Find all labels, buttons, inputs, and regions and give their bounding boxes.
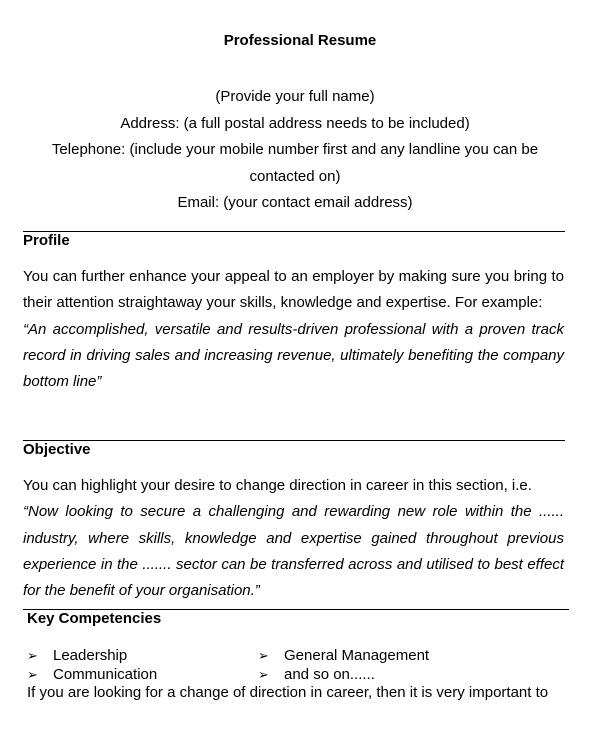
profile-paragraph [23,264,564,395]
competency-item [258,665,375,684]
contact-telephone: Telephone: (include your mobile number first and any landline you can be [51,141,539,158]
objective-rule [23,440,565,441]
contact-address: Address: (a full postal address needs to be included) [120,114,470,132]
contact-telephone-cont: contacted on) [249,167,341,185]
objective-quote: “Now looking to secure a challenging and rewarding new role within the ...... industry, where skills, knowledge and expertise gained throughout previous experience in the ....... sector can be transferred across and utilised to best effect for the benefit of your organisation.” [23,503,564,600]
arrow-bullet-icon: ➢ [258,667,269,682]
competency-label: Leadership [53,647,128,664]
competency-label: and so on...... [284,666,375,683]
profile-heading: Profile [23,232,70,249]
arrow-bullet-icon: ➢ [27,667,38,682]
competency-item [27,646,127,665]
arrow-bullet-icon: ➢ [258,648,269,663]
competency-label: Communication [53,666,158,683]
contact-email: Email: (your contact email address) [177,194,413,211]
contact-block [30,84,560,217]
profile-quote: “An accomplished, versatile and results-driven professional with a proven track record in driving sales and increasing revenue, ultimately benefiting the company bottom line” [23,320,564,391]
objective-paragraph [23,473,564,604]
profile-rule [23,231,565,232]
profile-body: You can further enhance your appeal to an employer by making sure you bring to their attention straightaway your skills, knowledge and expertise. For example: [23,268,564,312]
document-title: Professional Resume [223,32,377,49]
objective-heading: Objective [23,441,91,458]
contact-name: (Provide your full name) [215,88,375,105]
arrow-bullet-icon: ➢ [27,648,38,663]
competency-item [258,646,429,665]
competencies-heading: Key Competencies [27,610,162,627]
competency-item [27,665,157,684]
competency-label: General Management [284,647,430,664]
objective-body: You can highlight your desire to change direction in career in this section, i.e. [23,477,532,494]
closing-line: If you are looking for a change of direction in career, then it is very important to [27,684,549,701]
